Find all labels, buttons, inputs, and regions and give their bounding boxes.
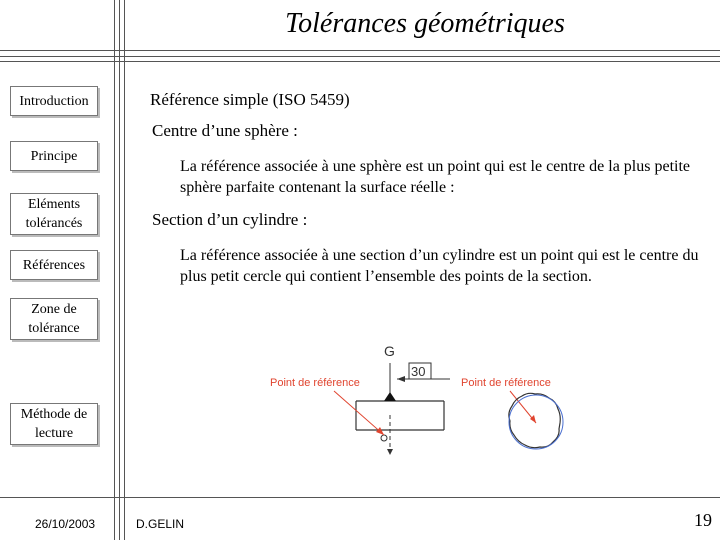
footer-date: 26/10/2003 (35, 517, 96, 531)
section-heading: Référence simple (ISO 5459) (150, 90, 350, 109)
page-number: 19 (694, 510, 712, 530)
nav-introduction-button[interactable]: Introduction (10, 86, 98, 116)
divider-vertical-1 (114, 0, 115, 540)
dimension-value: 30 (411, 364, 426, 379)
nav-elements-toleres-button[interactable]: Eléments tolérancés (10, 193, 98, 235)
datum-letter: G (384, 343, 395, 359)
datum-figure (260, 335, 580, 465)
cylinder-text: La référence associée à une section d’un cylindre est un point qui est le centre du plus petit cercle qui contient l’ensemble des points de la section. (180, 247, 699, 285)
sphere-text: La référence associée à une sphère est un point qui est le centre de la plus petite sphère parfaite contenant la surface réelle : (180, 158, 690, 196)
cylinder-title: Section d’un cylindre : (152, 210, 308, 229)
page-title: Tolérances géométriques (285, 8, 565, 39)
divider-vertical-2 (119, 0, 120, 540)
reference-point-circle (381, 435, 387, 441)
label-point-reference-right: Point de référence (461, 377, 551, 389)
footer-author: D.GELIN (136, 517, 185, 531)
nav-principe-button[interactable]: Principe (10, 141, 98, 171)
divider-horizontal-top-1 (0, 50, 720, 51)
divider-horizontal-bottom (0, 497, 720, 498)
datum-triangle-icon (384, 392, 396, 401)
nav-references-button[interactable]: Références (10, 250, 98, 280)
divider-vertical-3 (124, 0, 125, 540)
label-point-reference-left: Point de référence (270, 377, 360, 389)
nav-zone-tolerance-button[interactable]: Zone de tolérance (10, 298, 98, 340)
sphere-title: Centre d’une sphère : (152, 121, 298, 140)
divider-horizontal-top-2 (0, 56, 720, 57)
red-arrowhead-left (376, 427, 384, 435)
red-pointer-left (334, 391, 384, 435)
dimension-arrowhead (397, 376, 405, 382)
minimal-circle (509, 395, 563, 449)
axis-arrowhead (387, 449, 393, 455)
divider-horizontal-top-3 (0, 61, 720, 62)
nav-methode-lecture-button[interactable]: Méthode de lecture (10, 403, 98, 445)
